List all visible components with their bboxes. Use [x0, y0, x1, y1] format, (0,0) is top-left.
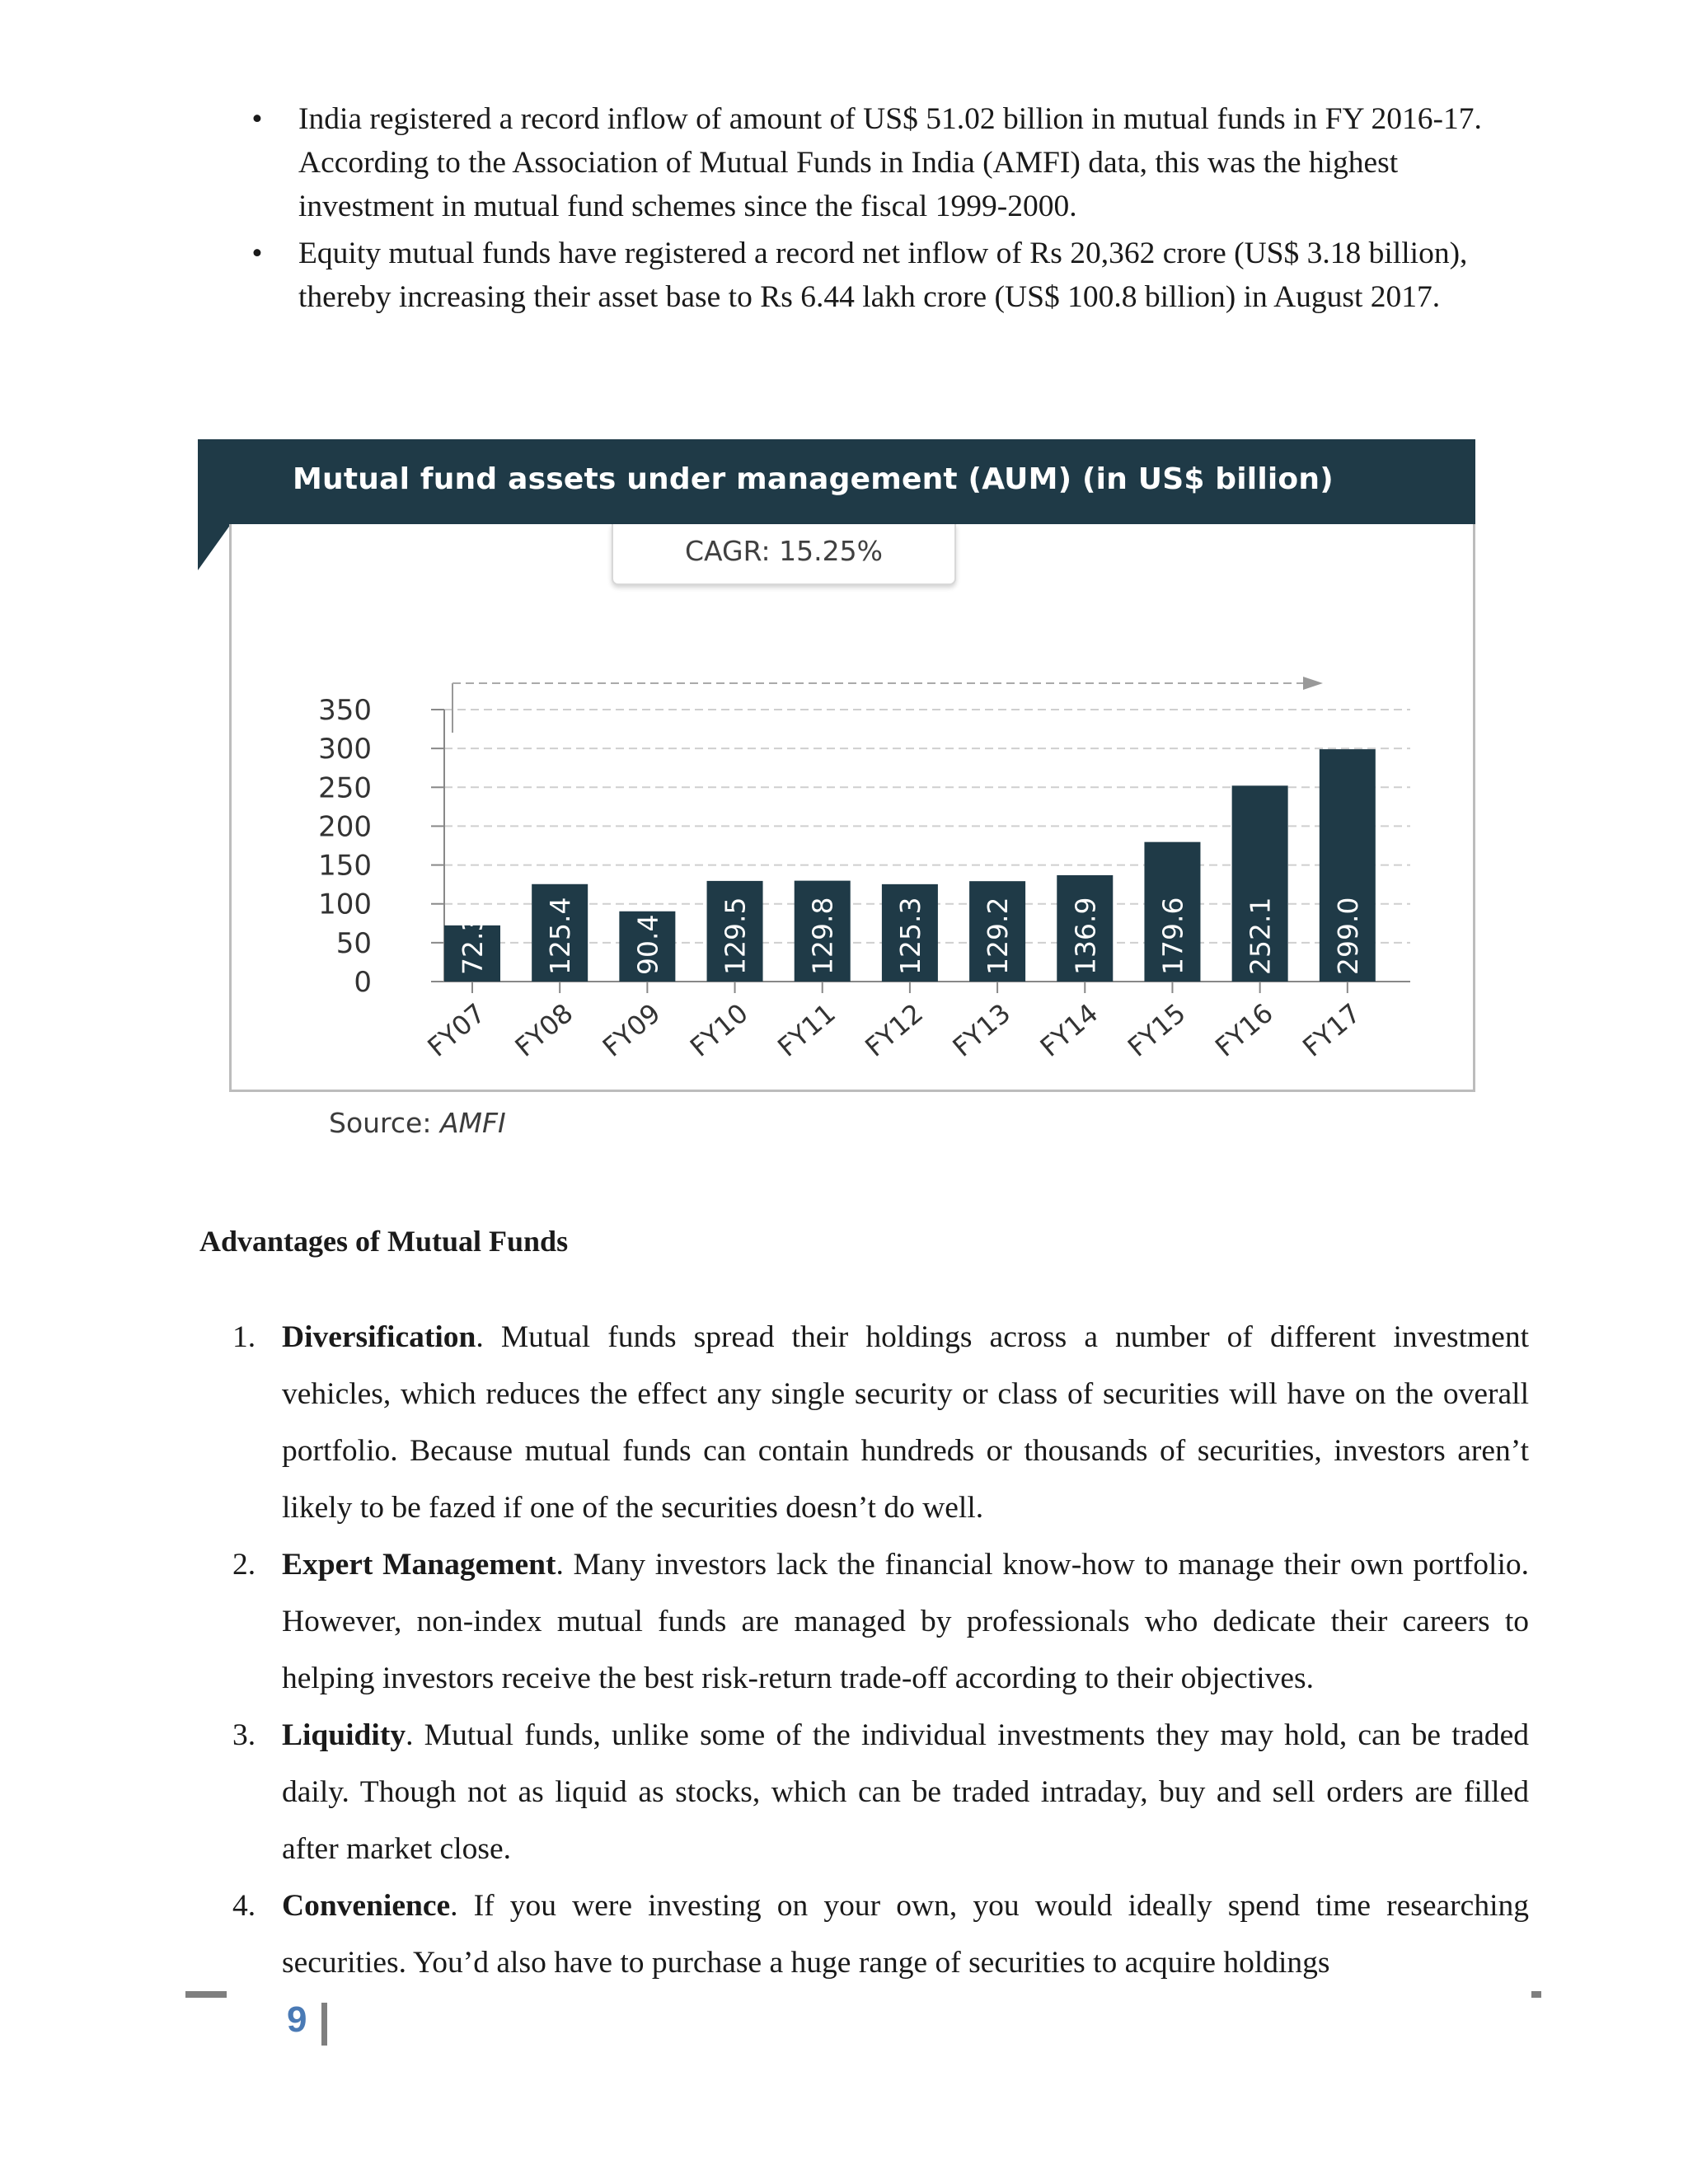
x-tick-label: FY13 — [946, 997, 1017, 1063]
item-number: 2. — [232, 1548, 256, 1582]
chart-header-notch — [198, 524, 231, 570]
bar-value-label: 252.1 — [1244, 897, 1277, 975]
chart-source — [329, 1107, 506, 1139]
advantage-item — [223, 1707, 1529, 1877]
item-title: Liquidity — [282, 1718, 406, 1752]
y-tick-label: 50 — [335, 926, 372, 960]
intro-bullet — [247, 232, 1533, 319]
item-number: 1. — [232, 1320, 256, 1354]
cagr-arrowhead-icon — [1303, 677, 1323, 690]
y-tick-label: 350 — [318, 694, 372, 727]
bar-value-label: 72.3 — [457, 914, 489, 975]
item-title: Expert Management — [282, 1548, 556, 1582]
x-tick-label: FY10 — [683, 997, 754, 1063]
x-tick-label: FY16 — [1209, 997, 1279, 1063]
y-tick-label: 200 — [318, 810, 372, 844]
y-tick-label: 150 — [318, 849, 372, 883]
x-tick-label: FY09 — [596, 997, 667, 1063]
bar-value-label: 90.4 — [631, 914, 664, 975]
x-tick-label: FY15 — [1121, 997, 1192, 1063]
x-tick-label: FY17 — [1296, 997, 1367, 1063]
item-number: 4. — [232, 1889, 256, 1923]
bar-value-label: 129.5 — [719, 897, 752, 975]
page-number: 9 — [287, 1999, 307, 2040]
bar-value-label: 125.4 — [544, 897, 577, 975]
bar-value-label: 136.9 — [1069, 897, 1102, 975]
advantage-item — [223, 1536, 1529, 1707]
advantage-item — [223, 1309, 1529, 1536]
y-tick-label: 300 — [318, 733, 372, 766]
intro-bullet-text: Equity mutual funds have registered a record net inflow of Rs 20,362 crore (US$ 3.18 billion), thereby increasing their asset base to Rs 6.44 lakh crore (US$ 100.8 billion) in August 2017. — [298, 237, 1468, 314]
x-tick-label: FY08 — [509, 997, 579, 1063]
item-text: . Many investors lack the financial know-how to manage their own portfolio. However, non-index mutual funds are managed by professionals who dedicate their careers to helping investors receive the best risk-return trade-off according to their objectives. — [282, 1548, 1529, 1695]
x-tick-label: FY07 — [421, 997, 492, 1063]
aum-bar-chart — [232, 524, 1473, 1090]
item-number: 3. — [232, 1718, 256, 1752]
x-tick-label: FY12 — [859, 997, 930, 1063]
intro-bullet-list — [247, 97, 1533, 322]
chart-header — [198, 439, 1475, 524]
bullet-dot-icon: • — [251, 102, 263, 136]
cagr-callout: CAGR: 15.25% — [612, 524, 956, 585]
item-title: Convenience — [282, 1889, 451, 1923]
page-number-bar — [321, 2003, 327, 2046]
footer-rule-left — [185, 1991, 227, 1998]
x-tick-label: FY11 — [771, 997, 842, 1063]
y-tick-label: 250 — [318, 771, 372, 805]
y-tick-label: 0 — [354, 966, 372, 999]
item-text: . Mutual funds, unlike some of the individual investments they may hold, can be traded daily. Though not as liquid as stocks, which can be traded intraday, buy and sell orders are filled after market close. — [282, 1718, 1529, 1866]
footer-rule-right — [1531, 1991, 1541, 1998]
item-text: . Mutual funds spread their holdings across a number of different investment vehicles, which reduces the effect any single security or class of securities will have on the overall portfolio. Because mutual funds can contain hundreds or thousands of securities, investors aren’t likely to be fazed if one of the securities doesn’t do well. — [282, 1320, 1529, 1525]
aum-chart-figure — [198, 439, 1475, 1139]
section-heading: Advantages of Mutual Funds — [199, 1225, 569, 1258]
source-value: AMFI — [439, 1107, 506, 1139]
bar-value-label: 179.6 — [1156, 897, 1189, 975]
chart-title: Mutual fund assets under management (AUM) (in US$ billion) — [293, 462, 1334, 496]
item-title: Diversification — [282, 1320, 476, 1354]
x-tick-label: FY14 — [1034, 997, 1104, 1063]
bar-value-label: 125.3 — [893, 897, 926, 975]
chart-body — [229, 524, 1475, 1139]
item-text: . If you were investing on your own, you would ideally spend time researching securities. You’d also have to purchase a huge range of securities to acquire holdings — [282, 1889, 1529, 1980]
advantages-list — [223, 1309, 1529, 1991]
bar-value-label: 129.2 — [982, 897, 1015, 975]
source-label: Source: — [329, 1107, 432, 1139]
bullet-dot-icon: • — [251, 237, 263, 270]
y-tick-label: 100 — [318, 888, 372, 921]
intro-bullet-text: India registered a record inflow of amount of US$ 51.02 billion in mutual funds in FY 2016-17. According to the Association of Mutual Funds in India (AMFI) data, this was the highest investment in mutual fund schemes since the fiscal 1999-2000. — [298, 102, 1482, 223]
advantage-item — [223, 1877, 1529, 1991]
bar-value-label: 129.8 — [806, 897, 839, 975]
bar-value-label: 299.0 — [1331, 897, 1364, 975]
intro-bullet — [247, 97, 1533, 228]
